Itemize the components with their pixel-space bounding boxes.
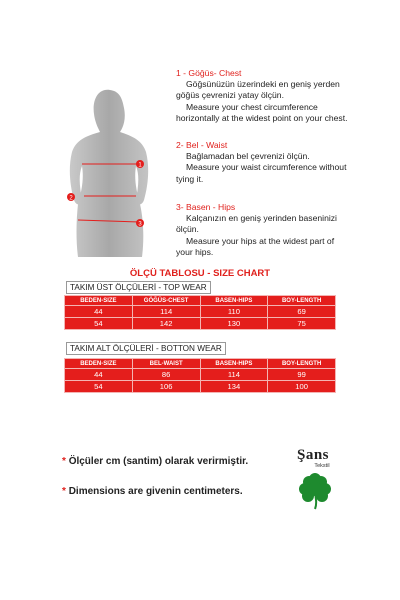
table-row [65, 306, 336, 318]
clover-icon [295, 471, 335, 511]
table-row [65, 381, 336, 393]
waist-instructions [176, 140, 376, 185]
table-cell: 134 [200, 381, 268, 393]
table-cell: 69 [268, 306, 336, 318]
note-star: * [62, 456, 66, 467]
note-star: * [62, 486, 66, 497]
table-cell: 75 [268, 318, 336, 330]
hips-marker-label: 3 [138, 221, 142, 228]
note-text: Dimensions are givenin centimeters. [68, 486, 243, 497]
chest-line: Göğsünüzün üzerindeki en geniş yerden [186, 79, 340, 90]
hips-line: ölçün. [176, 224, 199, 235]
note-text: Ölçüler cm (santim) olarak verirmiştir. [68, 456, 249, 467]
bottom-wear-table [64, 358, 336, 393]
hips-line: your hips. [176, 246, 214, 257]
table-cell: 110 [200, 306, 268, 318]
waist-line: Bağlamadan bel çevrenizi ölçün. [186, 151, 310, 162]
waist-title: 2- Bel - Waist [176, 140, 228, 150]
table-cell: 142 [132, 318, 200, 330]
hips-instructions [176, 202, 376, 258]
waist-marker-label: 2 [69, 195, 73, 202]
top-wear-table [64, 295, 336, 330]
table-cell: 100 [268, 381, 336, 393]
hips-title: 3- Basen - Hips [176, 202, 236, 212]
table-header: BEDEN-SIZE [65, 296, 133, 306]
chest-title: 1 - Göğüs- Chest [176, 68, 242, 78]
table-header: BOY-LENGTH [268, 296, 336, 306]
table-cell: 54 [65, 381, 133, 393]
top-wear-label: TAKIM ÜST ÖLÇÜLERİ - TOP WEAR [66, 281, 211, 294]
table-cell: 86 [132, 369, 200, 381]
table-cell: 114 [132, 306, 200, 318]
table-row [65, 369, 336, 381]
note-cm-en [62, 486, 243, 497]
table-header-row [65, 359, 336, 369]
chest-line: horizontally at the widest point on your chest. [176, 112, 348, 123]
chest-marker-label: 1 [138, 162, 142, 169]
table-cell: 44 [65, 369, 133, 381]
hips-line: Kalçanızın en geniş yerinden baseninizi [186, 213, 337, 224]
chest-line: Measure your chest circumference [186, 101, 318, 112]
body-silhouette [52, 82, 172, 262]
table-header: BOY-LENGTH [268, 359, 336, 369]
table-header: BEDEN-SIZE [65, 359, 133, 369]
brand-name: Şans [296, 447, 330, 463]
table-header: BEL-WAIST [132, 359, 200, 369]
chest-line: göğüs çevrenizi yatay ölçün. [176, 90, 284, 101]
brand-logo [288, 447, 338, 469]
table-cell: 54 [65, 318, 133, 330]
table-cell: 106 [132, 381, 200, 393]
size-chart-title: ÖLÇÜ TABLOSU - SIZE CHART [129, 268, 271, 279]
note-cm-tr [62, 456, 248, 467]
table-header: BASEN-HIPS [200, 359, 268, 369]
table-header: BASEN-HIPS [200, 296, 268, 306]
waist-line: tying it. [176, 173, 204, 184]
hips-line: Measure your hips at the widest part of [186, 235, 335, 246]
table-cell: 99 [268, 369, 336, 381]
waist-line: Measure your waist circumference without [186, 162, 347, 173]
chest-instructions [176, 68, 376, 124]
table-cell: 44 [65, 306, 133, 318]
table-cell: 130 [200, 318, 268, 330]
bottom-wear-label: TAKIM ALT ÖLÇÜLERİ - BOTTON WEAR [66, 342, 226, 355]
table-cell: 114 [200, 369, 268, 381]
table-header: GÖĞÜS-CHEST [132, 296, 200, 306]
brand-sub: Tekstil [314, 463, 330, 469]
table-header-row [65, 296, 336, 306]
table-row [65, 318, 336, 330]
